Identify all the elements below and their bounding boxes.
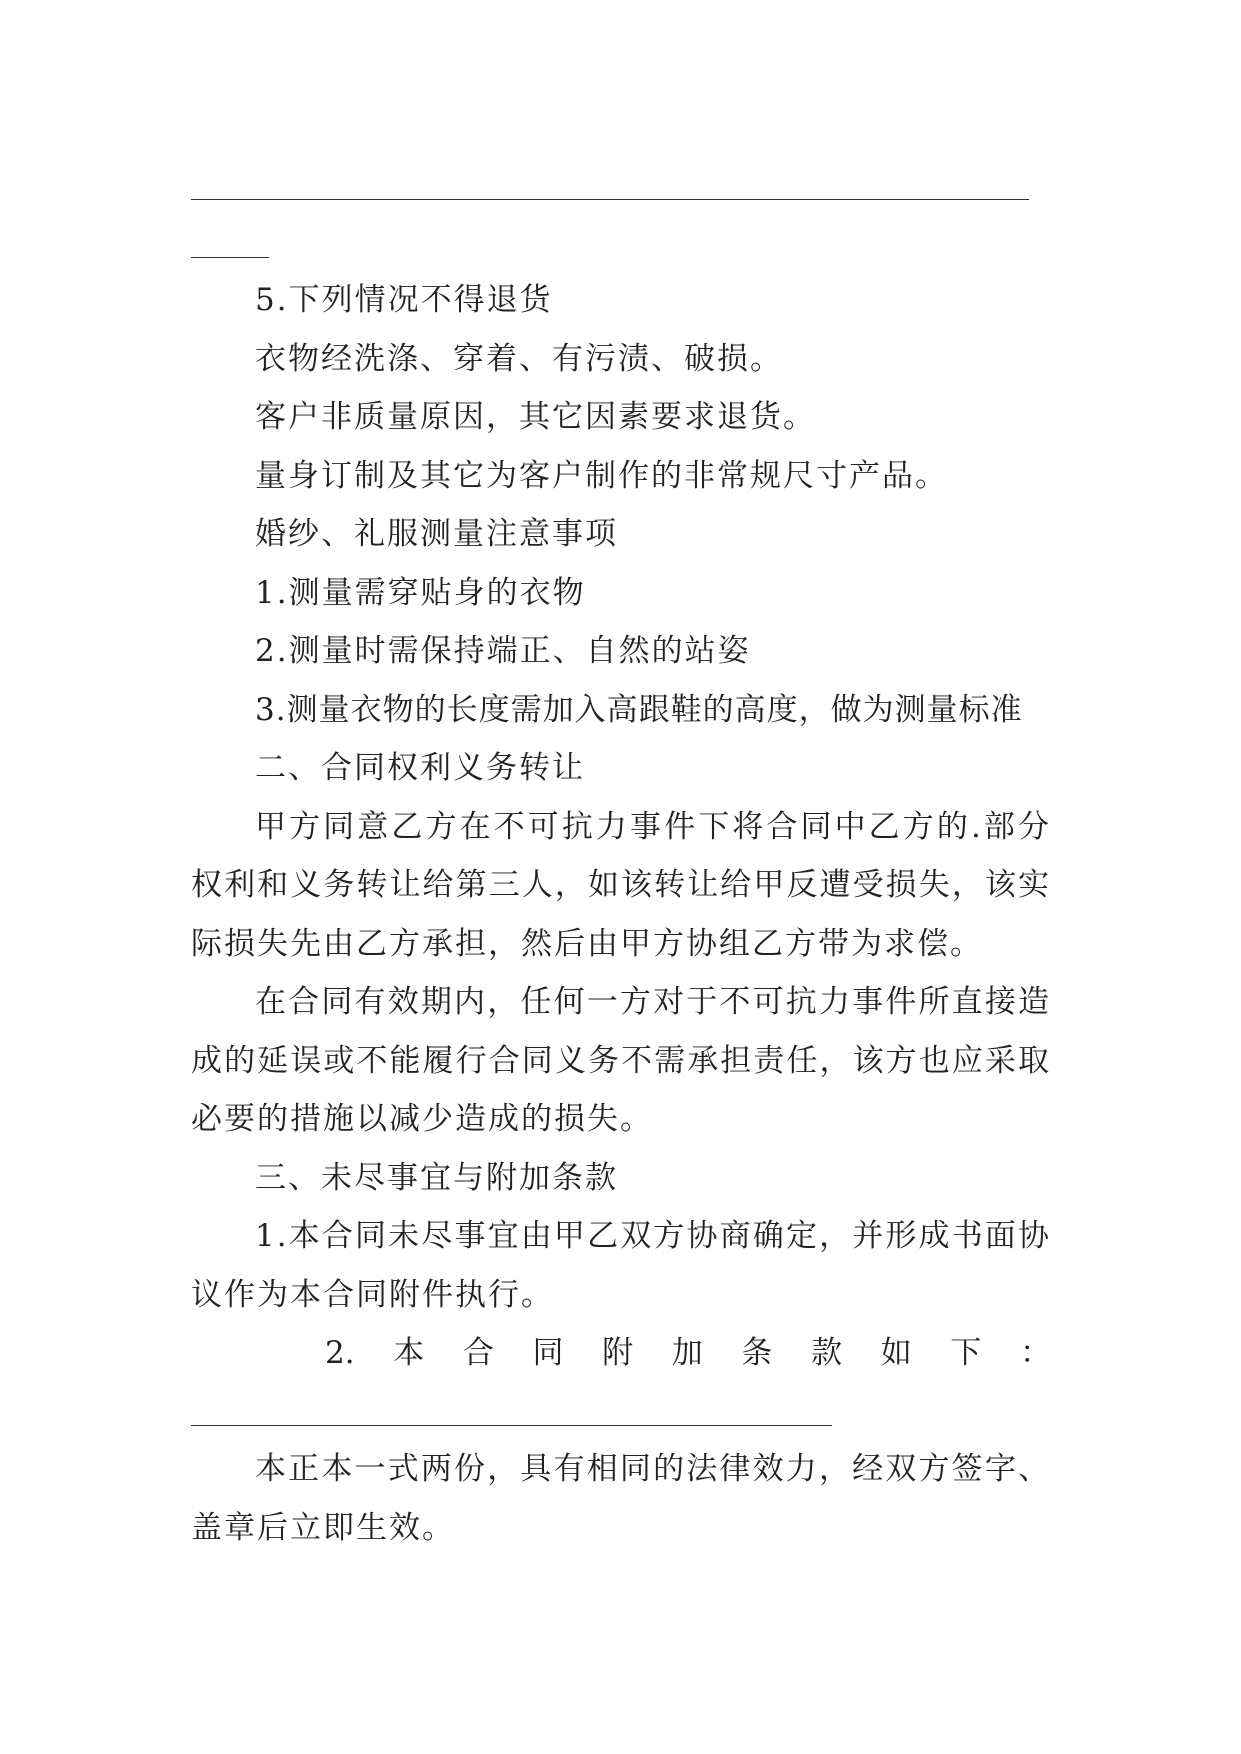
measurement-note-item: 3.测量衣物的长度需加入高跟鞋的高度，做为测量标准 <box>255 691 1023 728</box>
blank-fill-line <box>191 199 1029 200</box>
measurement-note-item: 2.测量时需保持端正、自然的站姿 <box>255 633 751 669</box>
blank-fill-line-continued <box>191 257 269 258</box>
return-condition-item: 衣物经洗涤、穿着、有污渍、破损。 <box>255 340 783 377</box>
return-condition-item: 客户非质量原因，其它因素要求退货。 <box>255 399 816 435</box>
clause-char: 加 <box>671 1335 703 1371</box>
force-majeure-paragraph: 在合同有效期内，任何一方对于不可抗力事件所直接造成的延误或不能履行合同义务不需承担责任，该方也应采取必要的措施以减少造成的损失。 <box>191 984 1051 1137</box>
clause-char: 附 <box>602 1335 634 1371</box>
section-3-heading: 三、未尽事宜与附加条款 <box>255 1159 618 1196</box>
copies-paragraph: 本正本一式两份，具有相同的法律效力，经双方签字、盖章后立即生效。 <box>191 1451 1051 1546</box>
return-condition-item: 量身订制及其它为客户制作的非常规尺寸产品。 <box>255 457 948 494</box>
clause-char: 同 <box>532 1335 564 1371</box>
clause-char: 合 <box>462 1335 494 1371</box>
clause-char: ： <box>1019 1335 1051 1371</box>
measurement-note-item: 1.测量需穿贴身的衣物 <box>255 574 586 611</box>
clause-char: 本 <box>393 1335 425 1371</box>
clause-char: 如 <box>880 1335 912 1371</box>
clause-3-2-line <box>191 1324 1051 1383</box>
clause-3-1-paragraph: 1.本合同未尽事宜由甲乙双方协商确定，并形成书面协议作为本合同附件执行。 <box>191 1218 1051 1313</box>
blank-fill-line <box>191 1425 832 1426</box>
measurement-notes-heading: 婚纱、礼服测量注意事项 <box>255 516 618 552</box>
clause-char: 条 <box>741 1335 773 1371</box>
clause-char: 款 <box>811 1335 843 1371</box>
return-conditions-heading: 5.下列情况不得退货 <box>255 282 553 318</box>
clause-char: 下 <box>950 1335 982 1371</box>
clause-char: 2. <box>325 1335 355 1371</box>
section-2-heading: 二、合同权利义务转让 <box>255 750 585 786</box>
rights-transfer-paragraph: 甲方同意乙方在不可抗力事件下将合同中乙方的.部分权利和义务转让给第三人，如该转让给甲反遭受损失，该实际损失先由乙方承担，然后由甲方协组乙方带为求偿。 <box>191 808 1051 962</box>
